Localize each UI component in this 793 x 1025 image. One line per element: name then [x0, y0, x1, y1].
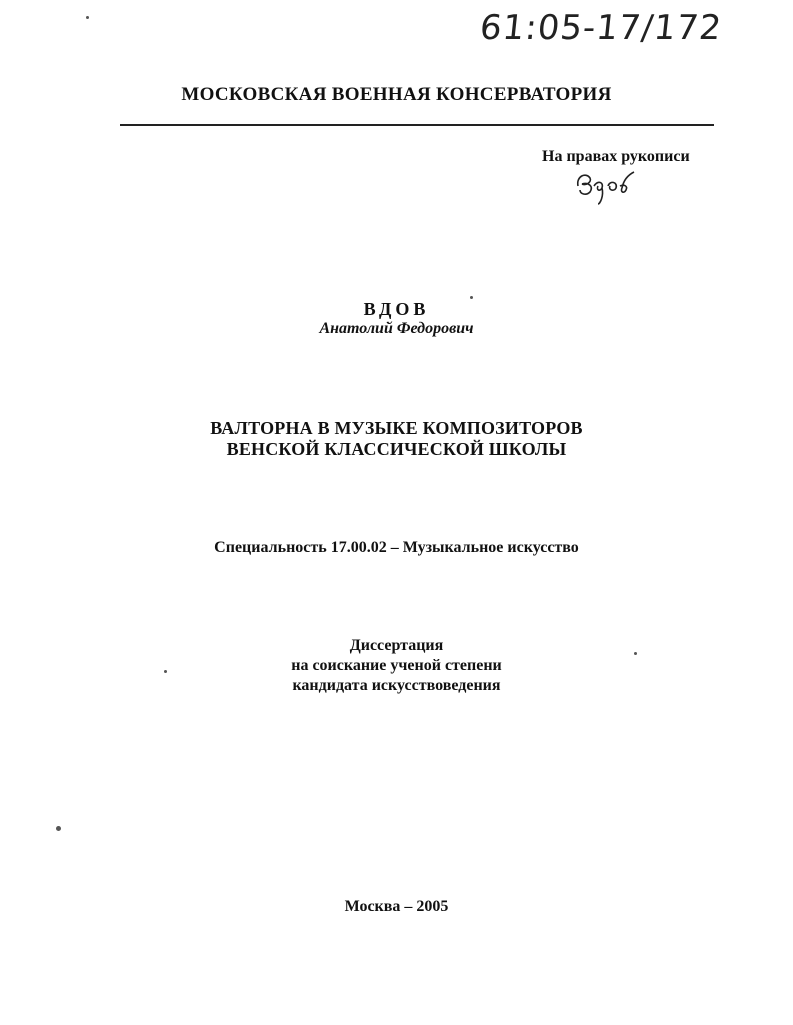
degree-name: кандидата искусствоведения: [292, 677, 501, 694]
institution-name: МОСКОВСКАЯ ВОЕННАЯ КОНСЕРВАТОРИЯ: [181, 84, 612, 105]
scan-speck: [634, 652, 637, 655]
header-divider: [120, 124, 714, 126]
scan-speck: [56, 826, 61, 831]
city-year: Москва – 2005: [344, 898, 449, 915]
author-surname: ВДОВ: [363, 299, 430, 319]
dissertation-title-line-2: ВЕНСКОЙ КЛАССИЧЕСКОЙ ШКОЛЫ: [226, 439, 567, 459]
specialty: Специальность 17.00.02 – Музыкальное искусство: [214, 539, 579, 556]
scan-speck: [86, 16, 89, 19]
rights-note: На правах рукописи: [542, 148, 690, 165]
archive-number: 61:05-17/172: [477, 8, 724, 48]
scan-speck: [164, 670, 167, 673]
author-full-name: Анатолий Федорович: [319, 320, 474, 337]
signature-icon: [572, 164, 642, 206]
dissertation-title-line-1: ВАЛТОРНА В МУЗЫКЕ КОМПОЗИТОРОВ: [210, 418, 583, 438]
scan-speck: [470, 296, 473, 299]
dissertation-type: Диссертация: [349, 637, 444, 654]
degree-purpose: на соискание ученой степени: [291, 657, 502, 674]
